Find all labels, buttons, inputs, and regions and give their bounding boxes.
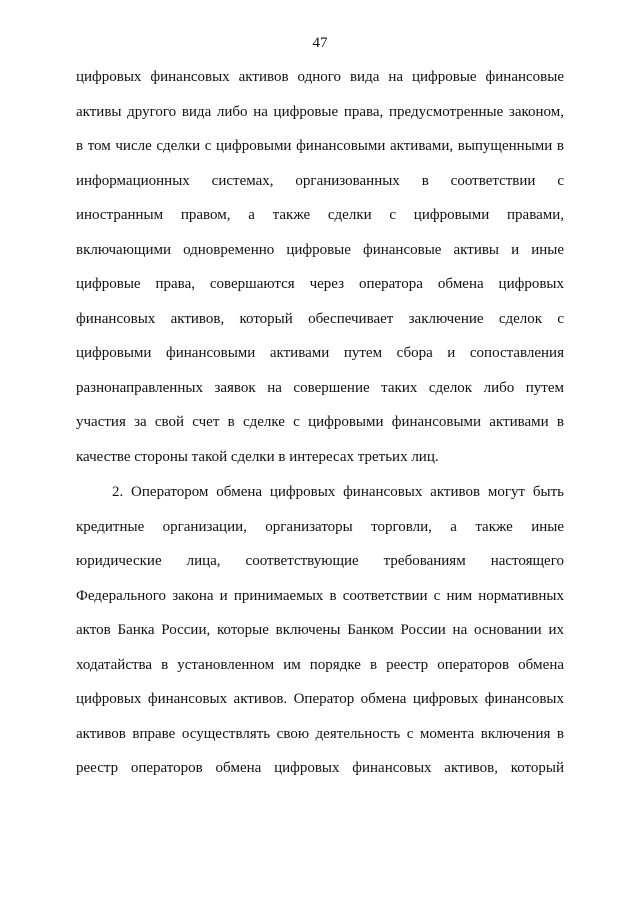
- text-line: включающими одновременно цифровые финансовые активы и иные: [76, 241, 564, 258]
- text-line: финансовых активов, который обеспечивает заключение сделок с: [76, 310, 564, 327]
- text-line: актов Банка России, которые включены Банком России на основании их: [76, 622, 564, 638]
- text-line: цифровых финансовых активов одного вида на цифровые финансовые: [76, 69, 564, 85]
- text-line: активы другого вида либо на цифровые права, предусмотренные законом,: [76, 103, 564, 120]
- text-line: участия за свой счет в сделке с цифровыми финансовыми активами в: [76, 414, 564, 430]
- text-line: активов вправе осуществлять свою деятельность с момента включения в: [76, 725, 564, 742]
- text-line: информационных системах, организованных в соответствии с: [76, 172, 564, 189]
- text-line: в том числе сделки с цифровыми финансовыми активами, выпущенными в: [76, 138, 564, 154]
- paragraph-2: [76, 475, 564, 786]
- text-line: цифровых финансовых активов. Оператор обмена цифровых финансовых: [76, 691, 564, 707]
- text-line: юридические лица, соответствующие требованиям настоящего: [76, 553, 564, 569]
- text-line: реестр операторов обмена цифровых финансовых активов, который: [76, 760, 564, 776]
- text-line: иностранным правом, а также сделки с цифровыми правами,: [76, 207, 564, 223]
- text-line: цифровыми финансовыми активами путем сбора и сопоставления: [76, 345, 564, 361]
- text-line: качестве стороны такой сделки в интересах третьих лиц.: [76, 448, 439, 465]
- page-number: 47: [312, 35, 328, 51]
- text-line: разнонаправленных заявок на совершение таких сделок либо путем: [76, 379, 564, 396]
- text-line: кредитные организации, организаторы торговли, а также иные: [76, 518, 564, 535]
- text-line: ходатайства в установленном им порядке в реестр операторов обмена: [76, 656, 564, 673]
- text-line: цифровые права, совершаются через оператора обмена цифровых: [76, 276, 564, 292]
- paragraph-1: [76, 60, 564, 474]
- text-line: Федерального закона и принимаемых в соответствии с ним нормативных: [76, 587, 564, 604]
- text-line: 2. Оператором обмена цифровых финансовых активов могут быть: [112, 484, 564, 500]
